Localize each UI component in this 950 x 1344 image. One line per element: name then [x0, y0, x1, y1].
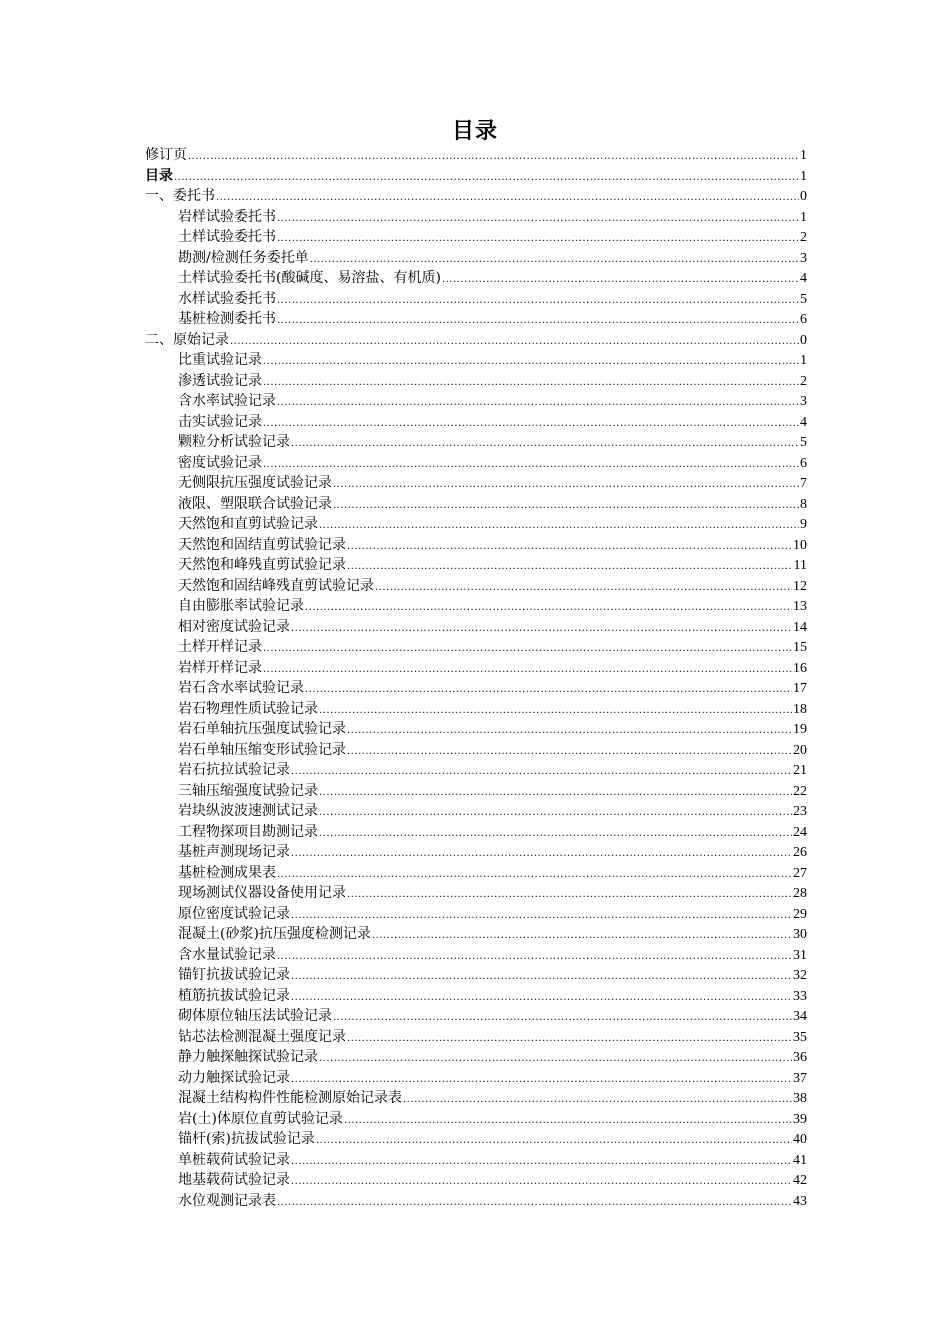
toc-entry[interactable] — [145, 1088, 807, 1109]
toc-entry-label: 三轴压缩强度试验记录 — [178, 782, 318, 799]
toc-entry-page-number: 23 — [793, 804, 807, 819]
dot-leader — [347, 537, 792, 558]
toc-entry[interactable] — [145, 1027, 807, 1048]
toc-entry-page-number: 0 — [800, 332, 807, 348]
toc-entry-label: 锚杆(索)抗拔试验记录 — [178, 1131, 315, 1147]
toc-entry-label: 混凝土结构构件性能检测原始记录表 — [178, 1090, 402, 1106]
toc-entry-page-number: 11 — [793, 558, 807, 573]
toc-entry-page-number: 32 — [793, 968, 807, 983]
toc-entry-label: 勘测/检测任务委托单 — [178, 249, 309, 266]
toc-entry[interactable] — [145, 945, 807, 966]
toc-entry-page-number: 41 — [793, 1152, 807, 1168]
toc-entry-label: 基桩检测成果表 — [178, 864, 276, 881]
toc-entry-page-number: 26 — [793, 845, 807, 860]
dot-leader — [291, 1152, 792, 1173]
toc-entry-label: 目录 — [145, 167, 173, 184]
toc-entry[interactable] — [145, 227, 807, 248]
toc-entry-label: 岩石抗拉试验记录 — [178, 762, 290, 778]
toc-entry-label: 自由膨胀率试验记录 — [178, 598, 304, 614]
toc-entry[interactable] — [145, 1170, 807, 1191]
toc-entry[interactable] — [145, 658, 807, 679]
dot-leader — [319, 516, 799, 537]
toc-entry-label: 原位密度试验记录 — [178, 905, 290, 922]
toc-entry-page-number: 16 — [793, 660, 807, 676]
toc-entry[interactable] — [145, 1006, 807, 1027]
dot-leader — [347, 557, 793, 578]
toc-entry[interactable] — [145, 842, 807, 863]
toc-entry-page-number: 18 — [793, 701, 807, 717]
dot-leader — [291, 967, 792, 988]
toc-entry[interactable] — [145, 268, 807, 289]
dot-leader — [291, 762, 792, 783]
toc-entry-label: 无侧限抗压强度试验记录 — [178, 475, 332, 491]
dot-leader — [291, 1172, 792, 1193]
toc-entry-label: 静力触探触探试验记录 — [178, 1049, 318, 1065]
toc-entry-page-number: 30 — [793, 927, 807, 942]
toc-entry-label: 密度试验记录 — [178, 454, 262, 471]
toc-entry-page-number: 3 — [800, 394, 807, 409]
toc-entry-label: 岩石单轴压缩变形试验记录 — [178, 741, 346, 758]
dot-leader — [263, 660, 792, 681]
toc-entry-label: 岩石单轴抗压强度试验记录 — [178, 721, 346, 737]
toc-entry[interactable] — [145, 330, 807, 351]
toc-entry[interactable] — [145, 555, 807, 576]
toc-entry[interactable] — [145, 535, 807, 556]
toc-entry-label: 岩样开样记录 — [178, 659, 262, 676]
dot-leader — [263, 455, 799, 476]
toc-entry[interactable] — [145, 699, 807, 720]
toc-entry-page-number: 8 — [800, 496, 807, 512]
toc-entry[interactable] — [145, 514, 807, 535]
dot-leader — [403, 1090, 792, 1111]
dot-leader — [291, 619, 792, 640]
toc-entry[interactable] — [145, 801, 807, 822]
toc-entry-page-number: 19 — [793, 722, 807, 737]
dot-leader — [277, 291, 799, 312]
dot-leader — [316, 1131, 792, 1152]
toc-entry-label: 渗透试验记录 — [178, 372, 262, 389]
dot-leader — [347, 742, 792, 763]
toc-entry-page-number: 34 — [793, 1009, 807, 1024]
toc-entry[interactable] — [145, 863, 807, 884]
toc-entry-label: 土样试验委托书 — [178, 229, 276, 245]
toc-entry-label: 基桩声测现场记录 — [178, 844, 290, 860]
dot-leader — [277, 393, 799, 414]
toc-entry-label: 修订页 — [145, 147, 187, 163]
toc-entry-label: 颗粒分析试验记录 — [178, 434, 290, 450]
toc-entry-label: 岩样试验委托书 — [178, 208, 276, 225]
toc-entry-page-number: 36 — [793, 1050, 807, 1065]
toc-entry-label: 锚钉抗拔试验记录 — [178, 967, 290, 983]
dot-leader — [333, 475, 799, 496]
toc-entry-page-number: 28 — [793, 886, 807, 901]
toc-entry[interactable] — [145, 822, 807, 843]
toc-entry[interactable] — [145, 145, 807, 166]
dot-leader — [263, 414, 799, 435]
dot-leader — [319, 824, 792, 845]
dot-leader — [277, 229, 799, 250]
dot-leader — [347, 721, 792, 742]
toc-entry-label: 动力触探试验记录 — [178, 1069, 290, 1086]
dot-leader — [263, 639, 792, 660]
toc-entry-label: 一、委托书 — [145, 188, 215, 204]
toc-entry-label: 混凝土(砂浆)抗压强度检测记录 — [178, 926, 371, 942]
toc-entry[interactable] — [145, 617, 807, 638]
toc-entry[interactable] — [145, 391, 807, 412]
toc-entry-page-number: 22 — [793, 783, 807, 799]
toc-entry-page-number: 33 — [793, 988, 807, 1004]
toc-entry-label: 天然饱和直剪试验记录 — [178, 516, 318, 532]
toc-entry-label: 土样开样记录 — [178, 639, 262, 655]
dot-leader — [291, 906, 792, 927]
toc-entry-page-number: 0 — [800, 189, 807, 204]
page-title: 目录 — [451, 119, 498, 144]
dot-leader — [333, 496, 799, 517]
toc-entry[interactable] — [145, 576, 807, 597]
dot-leader — [216, 188, 799, 209]
toc-entry[interactable] — [145, 1191, 807, 1212]
toc-entry-label: 现场测试仪器设备使用记录 — [178, 885, 346, 901]
toc-entry-label: 岩石含水率试验记录 — [178, 680, 304, 696]
toc-entry-label: 天然饱和固结峰残直剪试验记录 — [178, 577, 374, 594]
toc-entry-page-number: 5 — [800, 291, 807, 307]
toc-entry-label: 水位观测记录表 — [178, 1192, 276, 1209]
toc-entry[interactable] — [145, 719, 807, 740]
toc-entry-label: 岩石物理性质试验记录 — [178, 700, 318, 717]
dot-leader — [277, 947, 792, 968]
dot-leader — [310, 250, 799, 271]
toc-entry[interactable] — [145, 207, 807, 228]
toc-entry[interactable] — [145, 1109, 807, 1130]
dot-leader — [277, 311, 799, 332]
toc-entry-label: 单桩载荷试验记录 — [178, 1151, 290, 1168]
toc-entry[interactable] — [145, 248, 807, 269]
toc-entry[interactable] — [145, 678, 807, 699]
toc-entry-page-number: 2 — [800, 230, 807, 245]
toc-entry-label: 岩块纵波波速测试记录 — [178, 803, 318, 819]
dot-leader — [291, 434, 799, 455]
toc-entry-label: 基桩检测委托书 — [178, 311, 276, 327]
toc-entry-page-number: 1 — [800, 148, 807, 163]
toc-entry[interactable] — [145, 760, 807, 781]
toc-entry-label: 击实试验记录 — [178, 413, 262, 430]
toc-entry[interactable] — [145, 371, 807, 392]
toc-entry[interactable] — [145, 432, 807, 453]
toc-entry-page-number: 6 — [800, 455, 807, 471]
toc-entry-page-number: 17 — [793, 681, 807, 696]
toc-entry[interactable] — [145, 186, 807, 207]
toc-entry-page-number: 4 — [800, 271, 807, 286]
toc-entry-page-number: 27 — [793, 865, 807, 881]
dot-leader — [291, 844, 792, 865]
toc-entry-label: 比重试验记录 — [178, 352, 262, 368]
dot-leader — [263, 373, 799, 394]
toc-entry-page-number: 29 — [793, 906, 807, 922]
toc-entry-label: 二、原始记录 — [145, 331, 229, 348]
toc-entry-label: 岩(土)体原位直剪试验记录 — [178, 1110, 343, 1127]
toc-entry[interactable] — [145, 740, 807, 761]
toc-entry[interactable] — [145, 637, 807, 658]
toc-entry-page-number: 5 — [800, 435, 807, 450]
dot-leader — [319, 803, 792, 824]
toc-entry[interactable] — [145, 289, 807, 310]
toc-entry-page-number: 38 — [793, 1091, 807, 1106]
toc-entry-label: 砌体原位轴压法试验记录 — [178, 1008, 332, 1024]
toc-entry-page-number: 15 — [793, 640, 807, 655]
dot-leader — [277, 1193, 792, 1214]
toc-entry-label: 天然饱和固结直剪试验记录 — [178, 536, 346, 553]
toc-entry-page-number: 13 — [793, 599, 807, 614]
toc-entry-page-number: 42 — [793, 1173, 807, 1188]
dot-leader — [305, 598, 792, 619]
dot-leader — [319, 783, 792, 804]
dot-leader — [319, 1049, 792, 1070]
dot-leader — [291, 988, 792, 1009]
toc-entry[interactable] — [145, 965, 807, 986]
toc-entry[interactable] — [145, 453, 807, 474]
toc-entry[interactable] — [145, 1047, 807, 1068]
toc-entry[interactable] — [145, 473, 807, 494]
toc-entry-page-number: 7 — [800, 476, 807, 491]
toc-entry-label: 土样试验委托书(酸碱度、易溶盐、有机质) — [178, 270, 441, 286]
toc-entry-label: 含水率试验记录 — [178, 393, 276, 409]
toc-entry-page-number: 24 — [793, 824, 807, 840]
toc-entry-label: 水样试验委托书 — [178, 290, 276, 307]
toc-entry-label: 含水量试验记录 — [178, 946, 276, 963]
toc-entry-page-number: 2 — [800, 373, 807, 389]
toc-entry-page-number: 14 — [793, 619, 807, 635]
dot-leader — [291, 1070, 792, 1091]
toc-entry-label: 相对密度试验记录 — [178, 618, 290, 635]
toc-entry[interactable] — [145, 1068, 807, 1089]
toc-entry-page-number: 31 — [793, 947, 807, 963]
toc-entry-page-number: 39 — [793, 1111, 807, 1127]
dot-leader — [305, 680, 792, 701]
toc-entry-page-number: 20 — [793, 742, 807, 758]
toc-entry-page-number: 3 — [800, 250, 807, 266]
dot-leader — [333, 1008, 792, 1029]
dot-leader — [263, 352, 799, 373]
dot-leader — [372, 926, 792, 947]
toc-entry-page-number: 12 — [793, 578, 807, 594]
toc-entry[interactable] — [145, 309, 807, 330]
toc-entry-page-number: 1 — [800, 168, 807, 184]
toc-entry-label: 液限、塑限联合试验记录 — [178, 495, 332, 512]
toc-entry-label: 地基载荷试验记录 — [178, 1172, 290, 1188]
toc-entry-page-number: 40 — [793, 1132, 807, 1147]
toc-entry[interactable] — [145, 924, 807, 945]
toc-entry[interactable] — [145, 166, 807, 187]
toc-entry[interactable] — [145, 350, 807, 371]
toc-entry-page-number: 21 — [793, 763, 807, 778]
toc-entry-page-number: 35 — [793, 1029, 807, 1045]
toc-entry-label: 工程物探项目勘测记录 — [178, 823, 318, 840]
toc-entry[interactable] — [145, 904, 807, 925]
table-of-contents — [145, 145, 807, 1211]
dot-leader — [188, 147, 799, 168]
toc-entry-page-number: 1 — [800, 353, 807, 368]
toc-entry[interactable] — [145, 1150, 807, 1171]
dot-leader — [347, 885, 792, 906]
dot-leader — [277, 209, 799, 230]
toc-entry-page-number: 1 — [800, 209, 807, 225]
toc-entry[interactable] — [145, 986, 807, 1007]
toc-entry[interactable] — [145, 412, 807, 433]
toc-entry[interactable] — [145, 1129, 807, 1150]
toc-entry-page-number: 43 — [793, 1193, 807, 1209]
toc-entry-page-number: 6 — [800, 312, 807, 327]
toc-entry[interactable] — [145, 494, 807, 515]
dot-leader — [230, 332, 799, 353]
dot-leader — [442, 270, 799, 291]
dot-leader — [347, 1029, 792, 1050]
dot-leader — [319, 701, 792, 722]
toc-entry-label: 植筋抗拔试验记录 — [178, 987, 290, 1004]
toc-entry-page-number: 9 — [800, 517, 807, 532]
toc-entry-page-number: 4 — [800, 414, 807, 430]
toc-entry[interactable] — [145, 781, 807, 802]
dot-leader — [277, 865, 792, 886]
dot-leader — [375, 578, 792, 599]
dot-leader — [174, 168, 799, 189]
toc-entry-label: 天然饱和峰残直剪试验记录 — [178, 557, 346, 573]
toc-entry-label: 钻芯法检测混凝土强度记录 — [178, 1028, 346, 1045]
toc-entry[interactable] — [145, 596, 807, 617]
toc-entry[interactable] — [145, 883, 807, 904]
toc-entry-page-number: 37 — [793, 1070, 807, 1086]
toc-entry-page-number: 10 — [793, 537, 807, 553]
dot-leader — [344, 1111, 792, 1132]
